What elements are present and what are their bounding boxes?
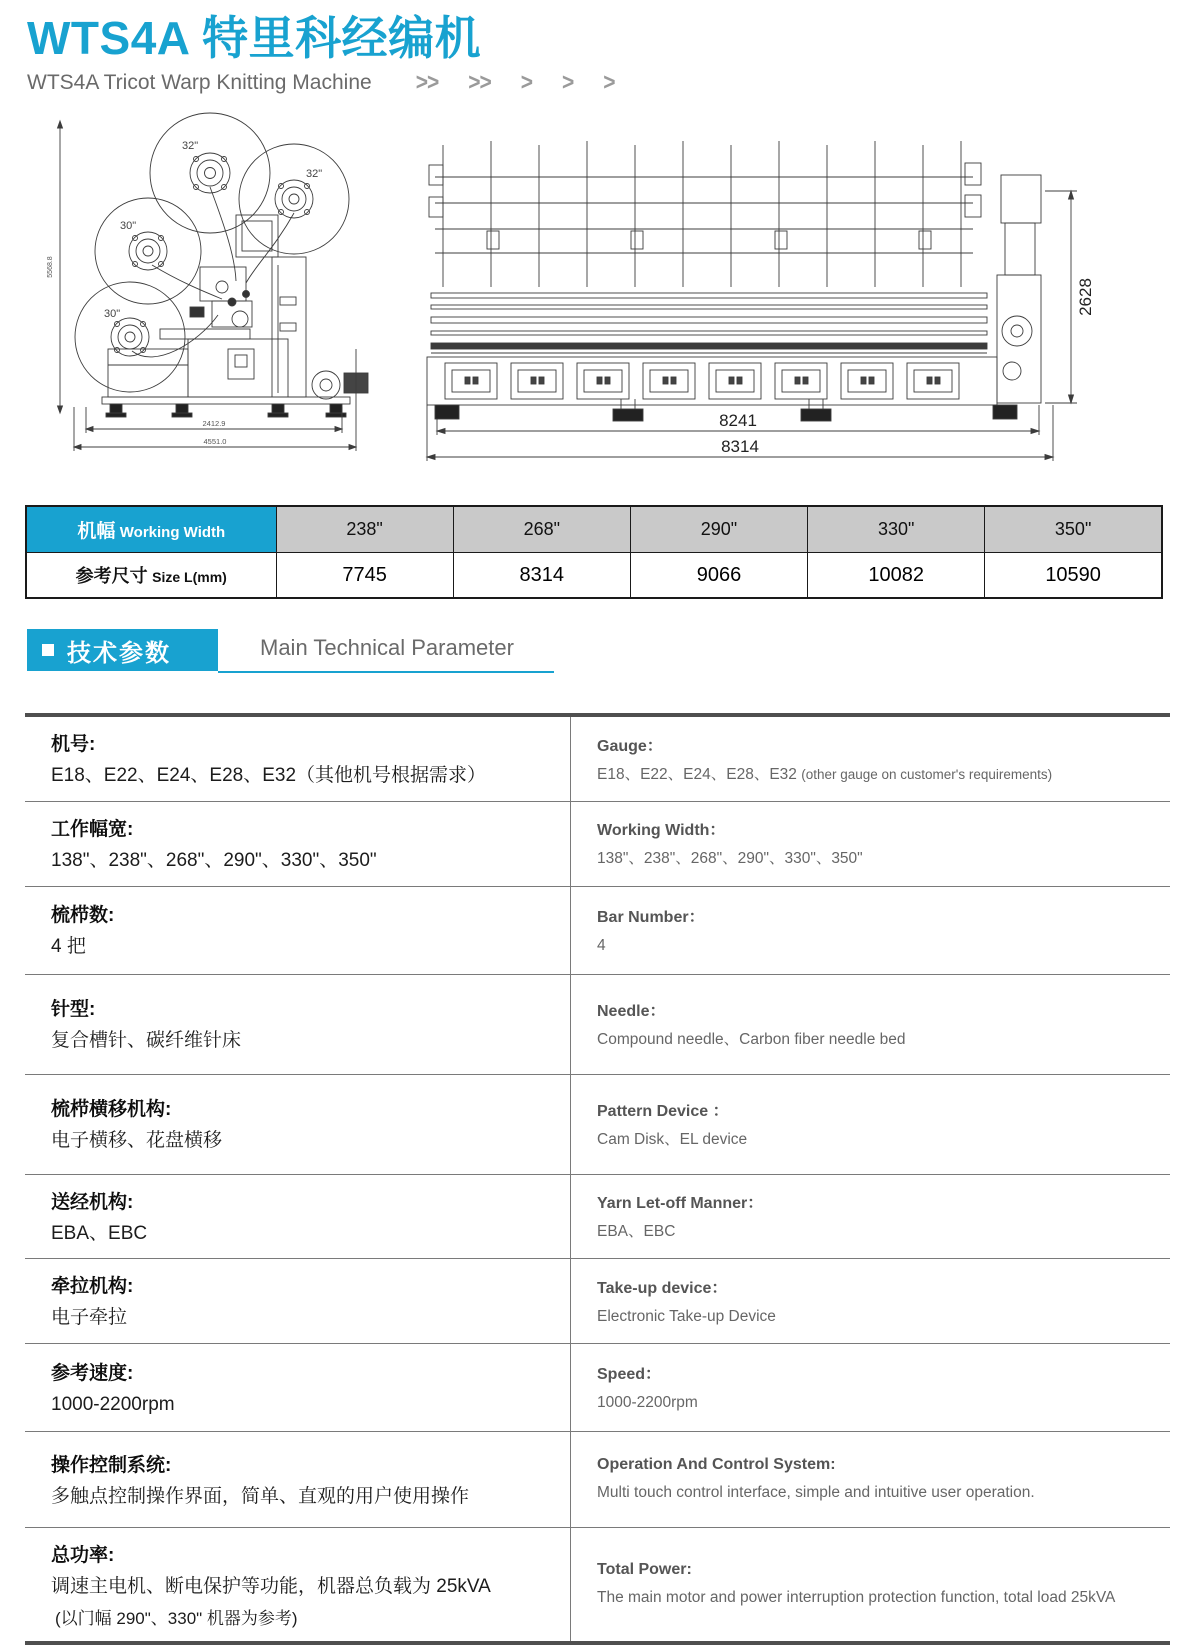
spec-en-value: Multi touch control interface, simple and intuitive user operation. [597, 1483, 1035, 1501]
chevron-icon: > [603, 69, 615, 96]
spec-zh-value: 复合槽针、碳纤维针床 [51, 1030, 242, 1052]
width-column-header: 238" [276, 506, 453, 552]
spec-en-cell [571, 1528, 1170, 1641]
spec-row-yarn-letoff [25, 1174, 1170, 1259]
spec-zh-cell [25, 1528, 571, 1641]
spec-zh-cell [25, 1344, 571, 1431]
size-row-label-cell [26, 552, 276, 598]
section-header [27, 629, 1200, 675]
chevron-decoration [416, 71, 615, 95]
spec-zh-label: 梳栉横移机构: [51, 1099, 172, 1121]
page-title: WTS4A 特里科经编机 [27, 12, 482, 64]
spec-row-needle [25, 974, 1170, 1074]
spec-zh-cell [25, 1259, 571, 1343]
dimension-label: 4551.0 [203, 437, 227, 447]
page-subtitle: WTS4A Tricot Warp Knitting Machine [27, 71, 372, 95]
spec-en-cell [571, 1075, 1170, 1174]
size-value: 10590 [985, 552, 1162, 598]
spec-zh-value: 1000-2200rpm [51, 1393, 175, 1415]
spec-table [25, 713, 1170, 1645]
spec-en-label: Bar Number： [597, 908, 705, 926]
spec-zh-value: EBA、EBC [51, 1222, 148, 1244]
beam-size-label: 32" [182, 140, 199, 153]
spec-en-cell [571, 717, 1170, 801]
spec-en-value: 4 [597, 936, 606, 954]
technical-drawings [0, 97, 1200, 459]
size-label-zh: 参考尺寸 [75, 566, 148, 587]
size-label-en: Size L(mm) [152, 569, 227, 586]
section-title-box [27, 629, 218, 671]
spec-en-value: Cam Disk、EL device [597, 1130, 748, 1148]
spec-en-value: E18、E22、E24、E28、E32 (other gauge on customer's requirements) [597, 765, 1053, 783]
spec-zh-label: 机号: [51, 734, 96, 756]
spec-zh-value: 电子横移、花盘横移 [51, 1130, 223, 1152]
spec-en-label: Needle： [597, 1002, 666, 1020]
spec-zh-value: 调速主电机、断电保护等功能，机器总负载为 25kVA [51, 1576, 491, 1598]
spec-en-cell [571, 1259, 1170, 1343]
beam-size-label: 30" [104, 308, 121, 321]
spec-zh-label: 送经机构: [51, 1191, 134, 1213]
working-width-label-zh: 机幅 [77, 521, 116, 543]
size-value: 10082 [808, 552, 985, 598]
chevron-icon: >> [468, 69, 491, 96]
spec-zh-label: 参考速度: [51, 1362, 134, 1384]
working-width-header-cell [26, 506, 276, 552]
spec-en-label: Gauge： [597, 737, 663, 755]
spec-zh-cell [25, 1075, 571, 1174]
spec-zh-label: 总功率: [51, 1545, 115, 1567]
spec-en-cell [571, 887, 1170, 974]
dimension-label: 2412.9 [202, 419, 226, 429]
page-header [0, 0, 1200, 95]
spec-zh-value: 电子牵拉 [51, 1307, 128, 1329]
spec-zh-cell [25, 802, 571, 886]
spec-en-cell [571, 1344, 1170, 1431]
spec-zh-cell [25, 975, 571, 1074]
size-value: 8314 [453, 552, 630, 598]
spec-en-value: Compound needle、Carbon fiber needle bed [597, 1030, 906, 1048]
spec-en-value: EBA、EBC [597, 1222, 676, 1240]
dimension-label: 5568.8 [47, 256, 54, 279]
section-title-en: Main Technical Parameter [260, 635, 514, 661]
table-row [26, 552, 1162, 598]
spec-en-value: 138"、238"、268"、290"、330"、350" [597, 850, 863, 868]
spec-zh-cell [25, 1175, 571, 1259]
spec-en-cell [571, 1432, 1170, 1527]
spec-zh-label: 牵拉机构: [51, 1276, 134, 1298]
spec-zh-label: 工作幅宽: [51, 818, 134, 840]
width-column-header: 330" [808, 506, 985, 552]
chevron-icon: >> [415, 69, 439, 96]
side-view-drawing [40, 97, 372, 453]
spec-en-cell [571, 802, 1170, 886]
chevron-icon: > [562, 69, 574, 96]
spec-row-gauge [25, 717, 1170, 801]
front-view-drawing [405, 135, 1105, 467]
dimension-label: 8314 [721, 437, 759, 457]
spec-en-label: Take-up device： [597, 1279, 728, 1297]
spec-zh-value: 4 把 [51, 936, 86, 958]
beam-size-label: 32" [306, 168, 323, 181]
spec-zh-value: E18、E22、E24、E28、E32（其他机号根据需求） [51, 765, 487, 787]
spec-en-cell [571, 1175, 1170, 1259]
width-column-header: 350" [985, 506, 1162, 552]
spec-en-label: Pattern Device ： [597, 1102, 729, 1120]
spec-en-value: The main motor and power interruption protection function, total load 25kVA [597, 1588, 1116, 1606]
spec-en-label: Working Width： [597, 822, 726, 840]
spec-en-label: Speed： [597, 1366, 662, 1384]
spec-zh-value-note: (以门幅 290"、330" 机器为参考) [55, 1608, 298, 1628]
spec-en-value: Electronic Take-up Device [597, 1307, 776, 1325]
spec-zh-label: 梳栉数: [51, 905, 115, 927]
spec-row-speed [25, 1343, 1170, 1431]
size-value: 7745 [276, 552, 453, 598]
dimension-label: 2628 [1076, 278, 1095, 317]
spec-zh-cell [25, 717, 571, 801]
spec-en-label: Yarn Let-off Manner： [597, 1194, 764, 1212]
spec-zh-cell [25, 1432, 571, 1527]
section-underline [218, 671, 554, 673]
spec-zh-label: 操作控制系统: [51, 1454, 172, 1476]
size-value: 9066 [630, 552, 807, 598]
spec-en-cell [571, 975, 1170, 1074]
section-title-zh: 技术参数 [67, 639, 171, 667]
spec-en-label: Operation And Control System: [597, 1455, 836, 1473]
square-bullet-icon [42, 644, 54, 656]
chevron-icon: > [520, 69, 533, 96]
table-row [26, 506, 1162, 552]
spec-zh-value: 138"、238"、268"、290"、330"、350" [51, 849, 377, 871]
spec-row-working-width [25, 801, 1170, 886]
spec-zh-cell [25, 887, 571, 974]
working-width-table [25, 505, 1163, 599]
spec-zh-value: 多触点控制操作界面，简单、直观的用户使用操作 [51, 1485, 470, 1507]
width-column-header: 290" [630, 506, 807, 552]
width-column-header: 268" [453, 506, 630, 552]
spec-row-takeup [25, 1258, 1170, 1343]
spec-row-pattern-device [25, 1074, 1170, 1174]
beam-size-label: 30" [120, 220, 137, 233]
spec-row-control-system [25, 1431, 1170, 1527]
spec-en-value: 1000-2200rpm [597, 1394, 698, 1412]
working-width-label-en: Working Width [119, 524, 226, 542]
spec-en-label: Total Power: [597, 1560, 692, 1578]
spec-zh-label: 针型: [51, 999, 96, 1021]
spec-row-bar-number [25, 886, 1170, 974]
spec-row-total-power [25, 1527, 1170, 1641]
dimension-label: 8241 [719, 411, 757, 431]
